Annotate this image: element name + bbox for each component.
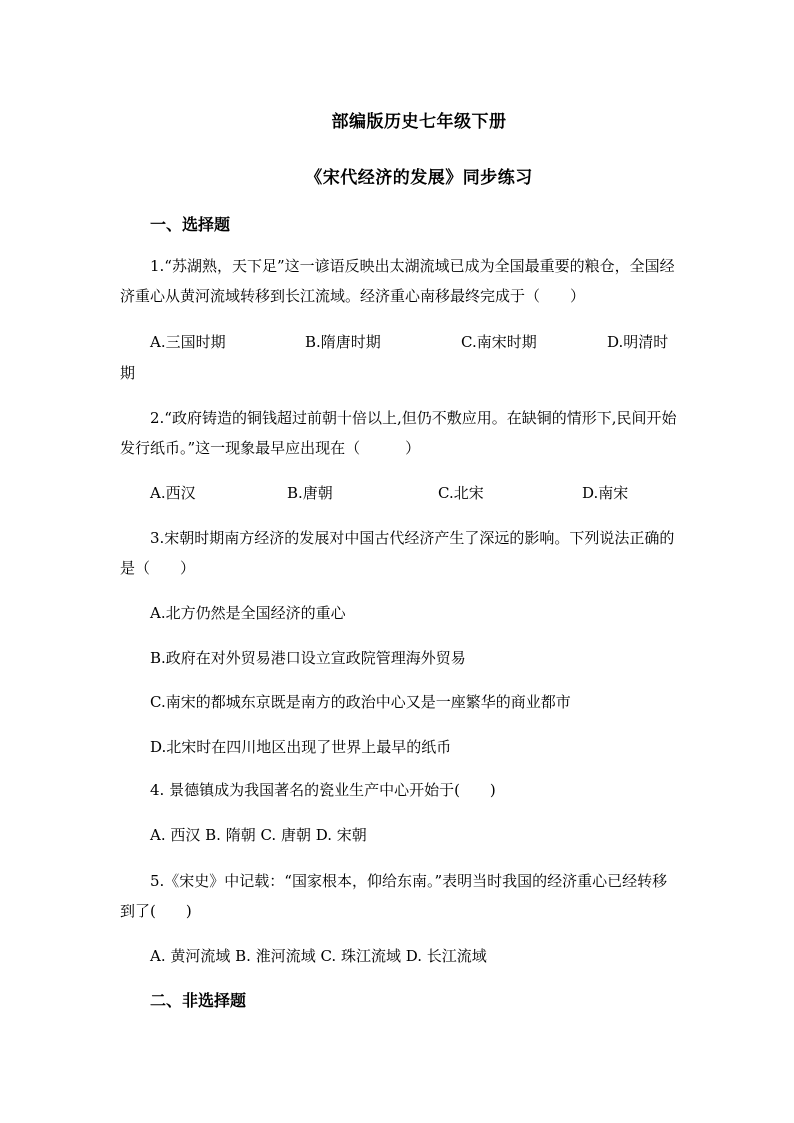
question-2-option-a: A.西汉 — [150, 484, 196, 502]
question-3-option-d: D.北宋时在四川地区出现了世界上最早的纸币 — [150, 738, 452, 756]
question-2-option-c: C.北宋 — [438, 484, 484, 502]
question-2-option-d: D.南宋 — [582, 484, 629, 502]
section-heading-nonchoice: 二、非选择题 — [150, 991, 247, 1010]
document-subtitle: 《宋代经济的发展》同步练习 — [305, 168, 533, 188]
question-3-option-c: C.南宋的都城东京既是南方的政治中心又是一座繁华的商业都市 — [150, 693, 571, 711]
question-1-option-d: D.明清时 — [607, 333, 669, 351]
question-4-options: A. 西汉 B. 隋朝 C. 唐朝 D. 宋朝 — [150, 826, 367, 844]
question-1-text: 1.“苏湖熟，天下足”这一谚语反映出太湖流域已成为全国最重要的粮仓，全国经济重心从黄河流域转移到长江流域。经济重心南移最终完成于（ ） — [120, 257, 675, 305]
question-5-options: A. 黄河流域 B. 淮河流域 C. 珠江流域 D. 长江流域 — [150, 947, 487, 965]
document-title: 部编版历史七年级下册 — [331, 112, 507, 132]
question-2-text: 2.“政府铸造的铜钱超过前朝十倍以上,但仍不敷应用。在缺铜的情形下,民间开始发行纸币。”这一现象最早应出现在（ ） — [120, 409, 677, 457]
question-1-option-d-wrap: 期 — [120, 364, 136, 382]
section-heading-choice: 一、选择题 — [150, 215, 231, 234]
question-3-text: 3.宋朝时期南方经济的发展对中国古代经济产生了深远的影响。下列说法正确的是（ ） — [120, 529, 675, 577]
question-5-text: 5.《宋史》中记载：“国家根本，仰给东南。”表明当时我国的经济重心已经转移到了( ) — [120, 872, 668, 920]
question-1-option-b: B.隋唐时期 — [305, 333, 381, 351]
question-3-option-a: A.北方仍然是全国经济的重心 — [150, 604, 346, 622]
question-3-option-b: B.政府在对外贸易港口设立宣政院管理海外贸易 — [150, 649, 466, 667]
question-1-option-a: A.三国时期 — [150, 333, 226, 351]
question-1-option-c: C.南宋时期 — [461, 333, 537, 351]
question-2-option-b: B.唐朝 — [287, 484, 333, 502]
question-4-text: 4. 景德镇成为我国著名的瓷业生产中心开始于( ) — [150, 781, 496, 799]
